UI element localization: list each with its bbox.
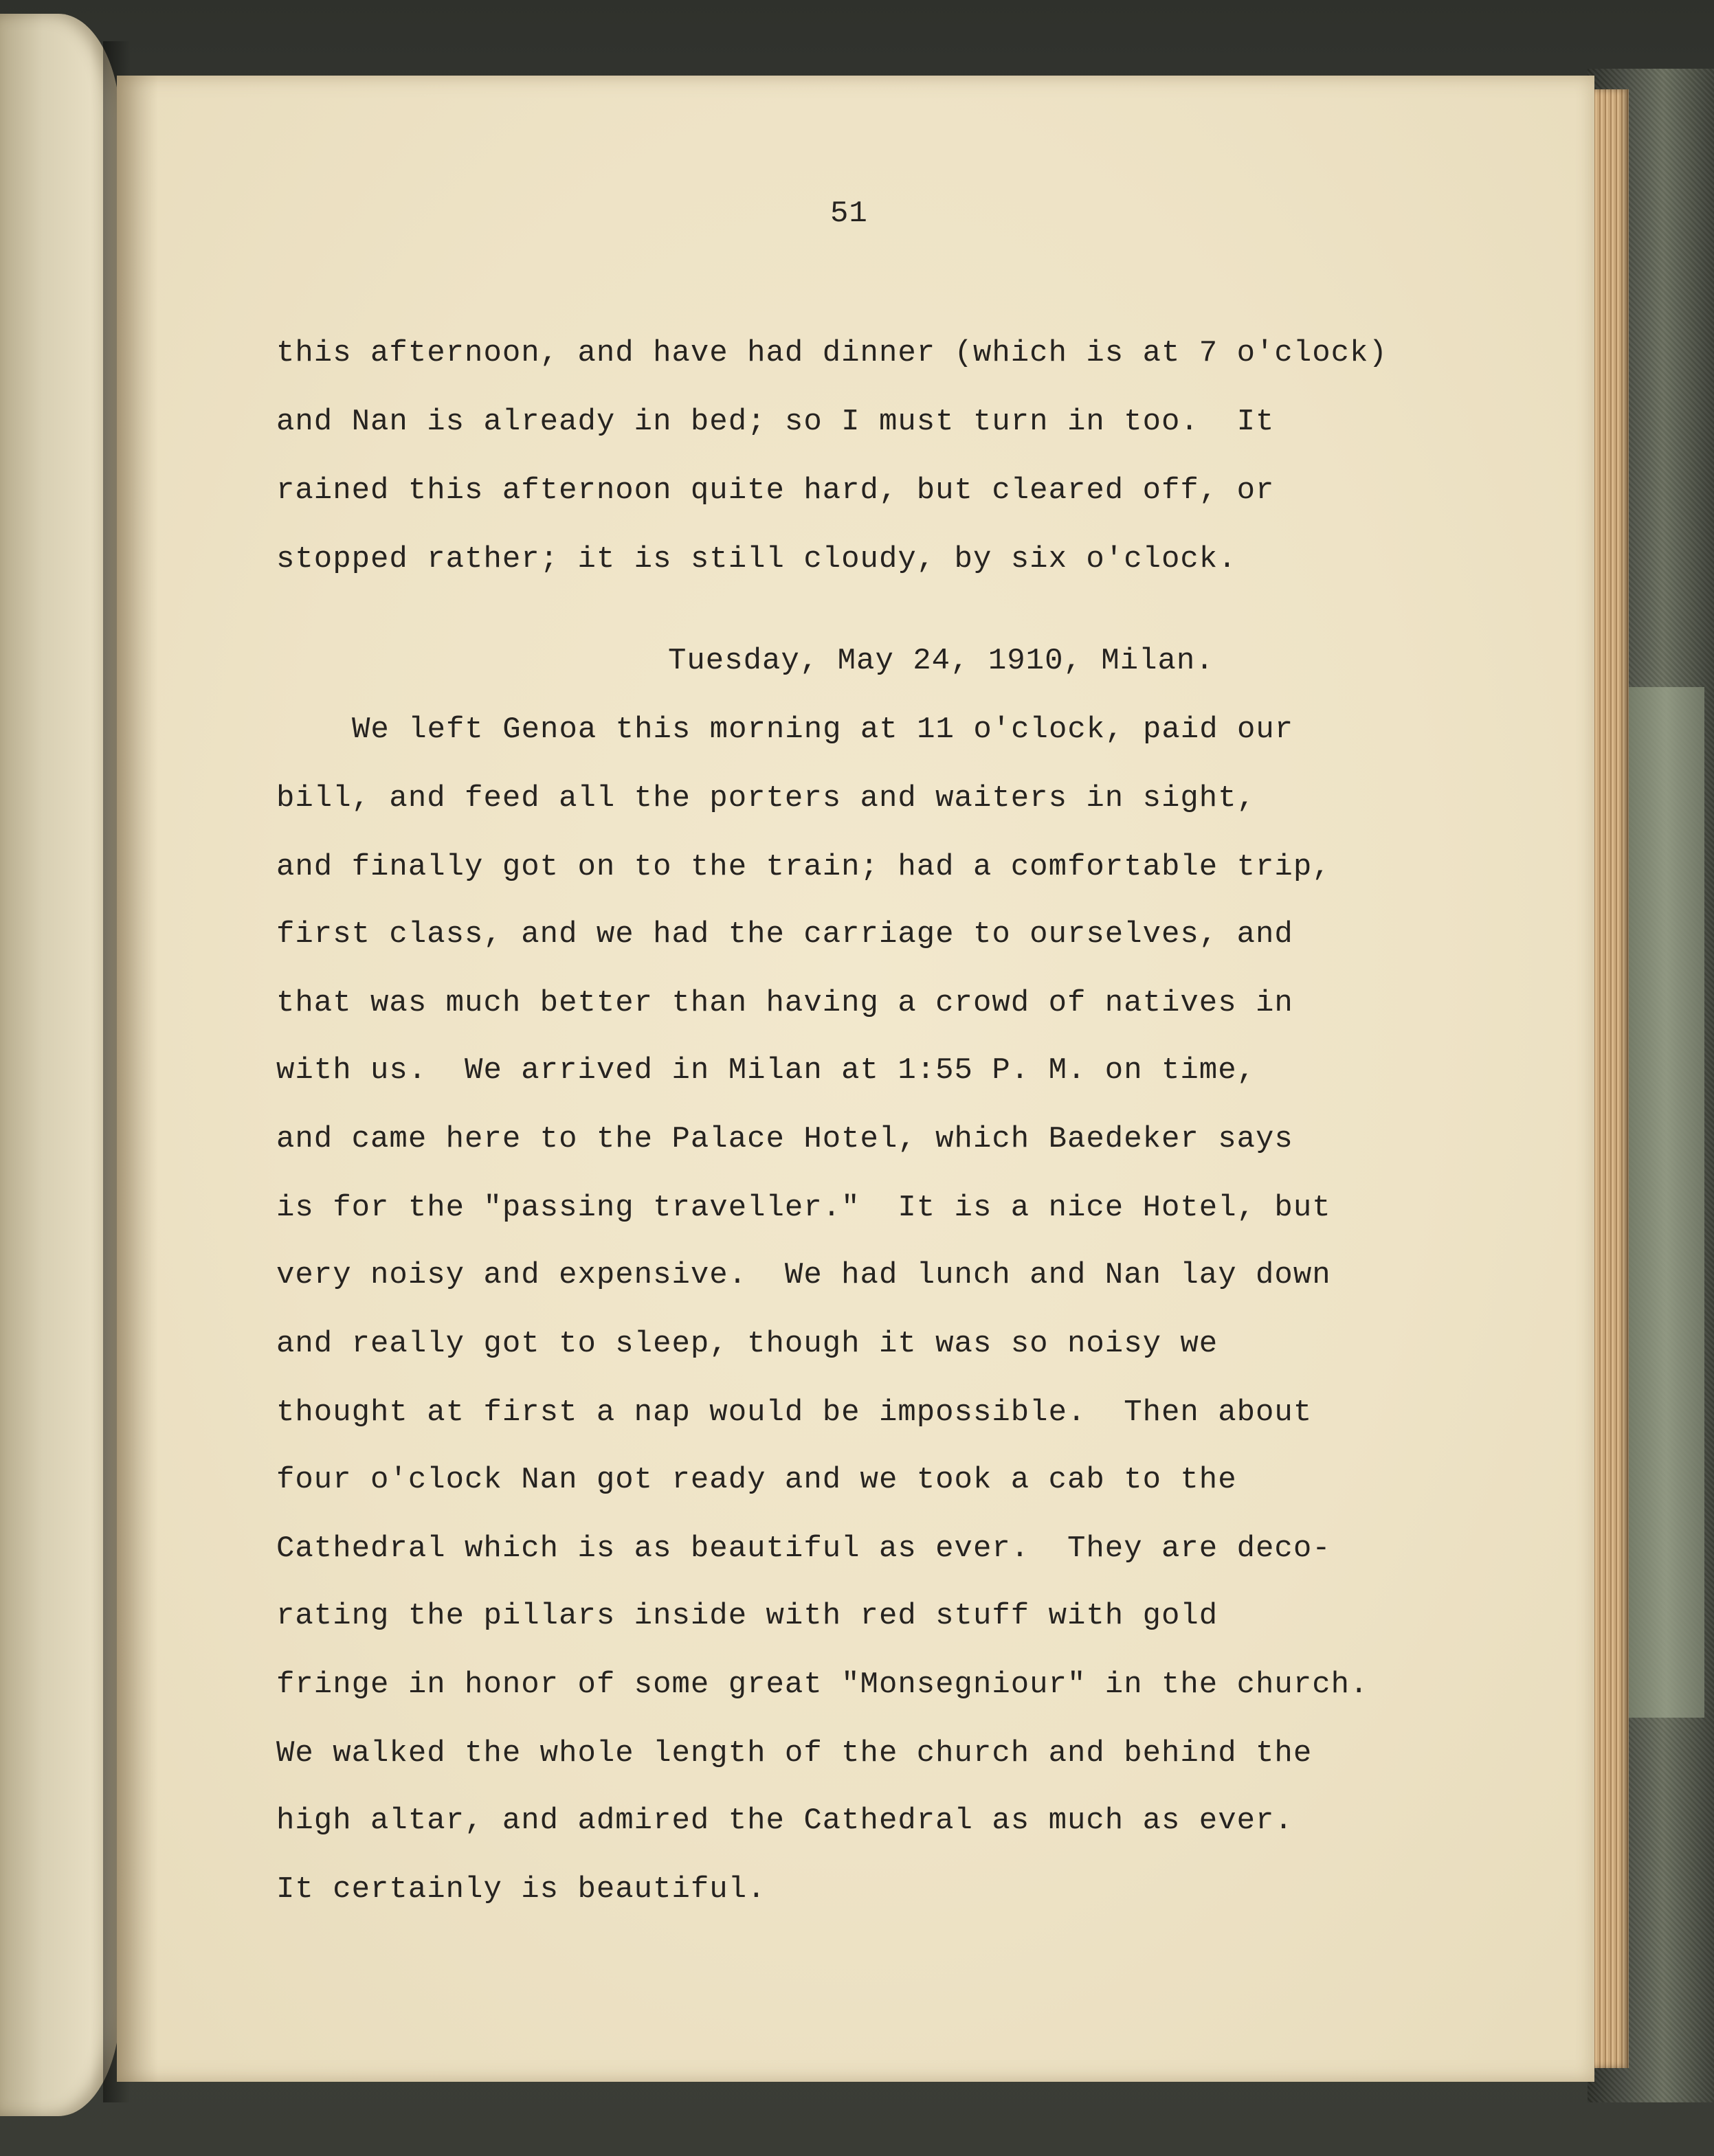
text-line: stopped rather; it is still cloudy, by six o'clock. — [276, 542, 1237, 576]
diary-dateline: Tuesday, May 24, 1910, Milan. — [668, 644, 1214, 678]
text-line: with us. We arrived in Milan at 1:55 P. M. on time, — [276, 1053, 1256, 1088]
text-line: We left Genoa this morning at 11 o'clock, paid our — [352, 712, 1294, 747]
text-line: and finally got on to the train; had a comfortable trip, — [276, 850, 1331, 884]
text-line: first class, and we had the carriage to ourselves, and — [276, 917, 1293, 952]
text-line: and came here to the Palace Hotel, which Baedeker says — [276, 1122, 1293, 1156]
text-line: and Nan is already in bed; so I must turn in too. It — [276, 405, 1275, 439]
text-line: We walked the whole length of the church and behind the — [276, 1736, 1313, 1771]
text-line: four o'clock Nan got ready and we took a cab to the — [276, 1463, 1237, 1497]
text-line: that was much better than having a crowd of natives in — [276, 986, 1293, 1020]
text-line: rained this afternoon quite hard, but cleared off, or — [276, 473, 1275, 508]
text-line: thought at first a nap would be impossible. Then about — [276, 1395, 1313, 1430]
text-line: It certainly is beautiful. — [276, 1872, 766, 1907]
text-line: very noisy and expensive. We had lunch and Nan lay down — [276, 1258, 1331, 1292]
text-line: is for the "passing traveller." It is a nice Hotel, but — [276, 1191, 1331, 1225]
text-line: Cathedral which is as beautiful as ever. They are deco- — [276, 1531, 1331, 1566]
text-line: rating the pillars inside with red stuff with gold — [276, 1599, 1218, 1633]
page-number: 51 — [830, 196, 868, 231]
text-line: and really got to sleep, though it was so noisy we — [276, 1327, 1218, 1361]
text-line: fringe in honor of some great "Monsegniour" in the church. — [276, 1667, 1369, 1702]
text-line: bill, and feed all the porters and waiters in sight, — [276, 781, 1256, 816]
text-line: this afternoon, and have had dinner (which is at 7 o'clock) — [276, 336, 1388, 370]
text-line: high altar, and admired the Cathedral as much as ever. — [276, 1804, 1293, 1838]
